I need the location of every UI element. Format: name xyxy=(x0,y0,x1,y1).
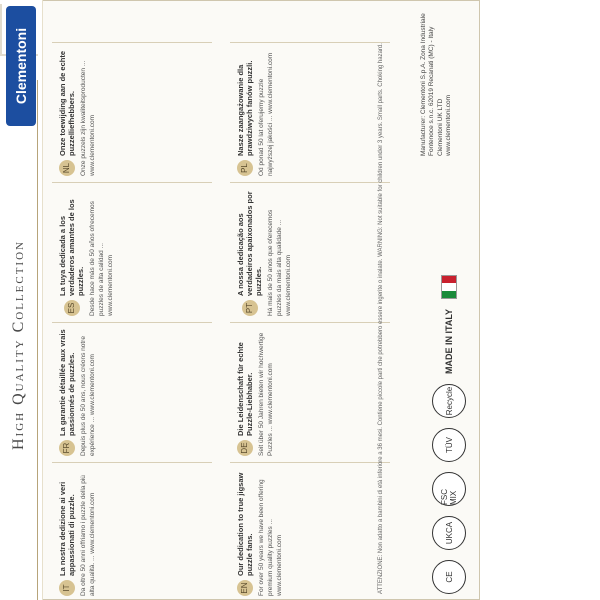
collection-title: High Quality Collection xyxy=(10,240,27,450)
manufacturer-info: Manufacturer: Clementoni S.p.A. Zona Industriale Fontenoce s.n.c. 62019 Recanati (MC) - Italy Clementoni UK LTD www.clementoni.com xyxy=(420,13,453,156)
lang-flag-icon: ES xyxy=(64,300,80,316)
ce-icon: CE xyxy=(432,560,466,594)
recycle-icon: Recycle xyxy=(432,384,466,418)
header-band xyxy=(0,0,43,600)
column-pl: PLNasze zaangażowanie dla prawdziwych fanów puzzli. Od ponad 50 lat oferujemy puzzle najwyższej jakości ... www.clementoni.com xyxy=(230,42,390,180)
column-fr: FRLa garantie détaillée aux vrais passionnés de puzzles. Depuis plus de 50 ans, nous créons notre expérience ... www.clementoni.com xyxy=(52,322,212,460)
column-de: DEDie Leidenschaft für echte Puzzle-Liebhaber. Seit über 50 Jahren bieten wir hochwertige Puzzles ... www.clementoni.com xyxy=(230,322,390,460)
brand-logo: Clementoni xyxy=(6,6,36,126)
ukca-icon: UKCA xyxy=(432,516,466,550)
lang-flag-icon: PL xyxy=(237,160,253,176)
lang-flag-icon: EN xyxy=(237,580,253,596)
column-nl: NLOnze toewijding aan de echte puzzelliefhebbers. Onze puzzels zijn kwaliteitsproducten ... www.clementoni.com xyxy=(52,42,212,180)
lang-flag-icon: NL xyxy=(59,160,75,176)
lang-flag-icon: IT xyxy=(59,580,75,596)
fsc-icon: FSC MIX xyxy=(432,472,466,506)
column-pt: PTA nossa dedicação aos verdadeiros apaixonados por puzzles. Há mais de 50 anos que oferecemos puzzles da mais alta qualidade ... www.clementoni.com xyxy=(230,182,390,320)
made-in-label: MADE IN ITALY xyxy=(444,308,454,374)
lang-flag-icon: PT xyxy=(242,300,258,316)
italy-flag-icon xyxy=(441,275,457,299)
column-en: ENOur dedication to true jigsaw puzzle fans. For over 50 years we have been offering premium quality puzzles ... www.clementoni.com xyxy=(230,462,390,600)
lang-flag-icon: DE xyxy=(237,440,253,456)
safety-warning-text: ATTENZIONE: Non adatto a bambini di età inferiore a 36 mesi. Contiene piccole parti che potrebbero essere ingerite o inalate. WARNING: Not suitable for children under 3 years. Small parts. Choking hazard. xyxy=(378,43,384,594)
tuv-icon: TÜV xyxy=(432,428,466,462)
lang-flag-icon: FR xyxy=(59,440,75,456)
top-column-grid xyxy=(52,0,222,600)
column-it: ITLa nostra dedizione ai veri appassionati di puzzle. Da oltre 50 anni offriamo i puzzle della più alta qualità. ... www.clementoni.com xyxy=(52,462,212,600)
bottom-column-grid xyxy=(230,0,370,600)
gold-rule xyxy=(37,80,38,600)
column-es: ESLa tuya dedicada a los verdaderos amantes de los puzzles. Desde hace más de 50 años ofrecemos puzzles de alta calidad ... www.clementoni.com xyxy=(52,182,212,320)
